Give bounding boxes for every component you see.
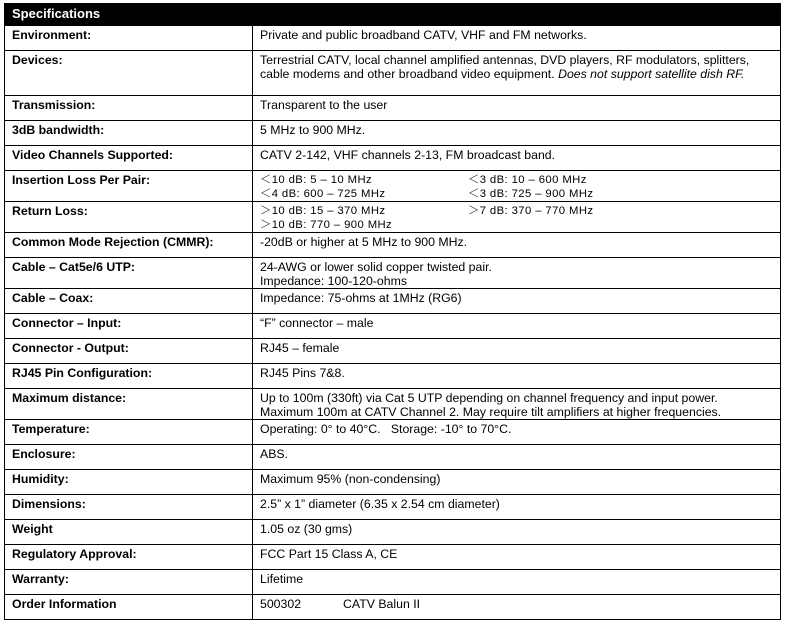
- table-row: [5, 258, 781, 289]
- specifications-table: [4, 3, 781, 620]
- table-row: [5, 171, 781, 202]
- spec-subvalue: ＜3 dB: 725 – 900 MHz: [468, 188, 594, 200]
- spec-label: Connector – Input:: [5, 314, 253, 339]
- spec-label: Common Mode Rejection (CMMR):: [5, 233, 253, 258]
- table-row: [5, 26, 781, 51]
- spec-value: 5 MHz to 900 MHz.: [253, 121, 781, 146]
- table-row: [5, 595, 781, 620]
- spec-value: 2.5” x 1” diameter (6.35 x 2.54 cm diameter): [253, 495, 781, 520]
- spec-value: Impedance: 75-ohms at 1MHz (RG6): [253, 289, 781, 314]
- table-row: [5, 233, 781, 258]
- spec-value: 1.05 oz (30 gms): [253, 520, 781, 545]
- spec-label: Warranty:: [5, 570, 253, 595]
- spec-label: Maximum distance:: [5, 389, 253, 420]
- spec-label: Temperature:: [5, 420, 253, 445]
- spec-label: 3dB bandwidth:: [5, 121, 253, 146]
- table-row: [5, 545, 781, 570]
- spec-value: Maximum 95% (non-condensing): [253, 470, 781, 495]
- table-row: [5, 445, 781, 470]
- spec-value: [253, 258, 781, 289]
- spec-subvalue: ＞10 dB: 770 – 900 MHz: [260, 219, 393, 231]
- spec-label: Dimensions:: [5, 495, 253, 520]
- table-row: [5, 520, 781, 545]
- spec-value: “F” connector – male: [253, 314, 781, 339]
- spec-label: Regulatory Approval:: [5, 545, 253, 570]
- spec-value: RJ45 Pins 7&8.: [253, 364, 781, 389]
- spec-value: [253, 389, 781, 420]
- spec-value: [253, 595, 781, 620]
- spec-subvalue: ＞10 dB: 15 – 370 MHz: [260, 205, 386, 217]
- spec-subvalue: ＜4 dB: 600 – 725 MHz: [260, 188, 386, 200]
- spec-subvalue: ＜10 dB: 5 – 10 MHz: [260, 174, 373, 186]
- spec-value: FCC Part 15 Class A, CE: [253, 545, 781, 570]
- spec-value: ABS.: [253, 445, 781, 470]
- spec-value: [253, 171, 781, 202]
- spec-label: Insertion Loss Per Pair:: [5, 171, 253, 202]
- spec-label: Cable – Coax:: [5, 289, 253, 314]
- spec-label: Environment:: [5, 26, 253, 51]
- spec-label: Weight: [5, 520, 253, 545]
- order-number: 500302: [260, 597, 302, 611]
- spec-value: Private and public broadband CATV, VHF and FM networks.: [253, 26, 781, 51]
- table-row: [5, 470, 781, 495]
- spec-subvalue: [468, 218, 773, 232]
- table-row: [5, 146, 781, 171]
- product-name: CATV Balun II: [343, 597, 421, 611]
- table-row: [5, 339, 781, 364]
- table-row: [5, 314, 781, 339]
- table-row: [5, 96, 781, 121]
- spec-subvalue: ＞7 dB: 370 – 770 MHz: [468, 205, 594, 217]
- spec-subvalue: ＜3 dB: 10 – 600 MHz: [468, 174, 587, 186]
- table-row: [5, 570, 781, 595]
- table-row: [5, 51, 781, 96]
- spec-label: Connector - Output:: [5, 339, 253, 364]
- table-row: [5, 495, 781, 520]
- table-row: [5, 389, 781, 420]
- spec-line: Maximum 100m at CATV Channel 2. May require tilt amplifiers at higher frequencies.: [260, 405, 722, 419]
- spec-note: Does not support satellite dish RF.: [558, 67, 745, 81]
- spec-label: Enclosure:: [5, 445, 253, 470]
- table-row: [5, 202, 781, 233]
- spec-label: Humidity:: [5, 470, 253, 495]
- spec-value: [253, 202, 781, 233]
- spec-value: Lifetime: [253, 570, 781, 595]
- spec-line: Impedance: 100-120-ohms: [260, 274, 407, 288]
- spec-label: Transmission:: [5, 96, 253, 121]
- spec-value: RJ45 – female: [253, 339, 781, 364]
- spec-line: 24-AWG or lower solid copper twisted pair.: [260, 260, 492, 274]
- table-row: [5, 364, 781, 389]
- spec-line: Up to 100m (330ft) via Cat 5 UTP depending on channel frequency and input power.: [260, 391, 718, 405]
- table-row: [5, 420, 781, 445]
- spec-label: Order Information: [5, 595, 253, 620]
- table-row: [5, 289, 781, 314]
- spec-label: Cable – Cat5e/6 UTP:: [5, 258, 253, 289]
- table-title: Specifications: [5, 4, 781, 26]
- spec-value-text: Terrestrial CATV, local channel amplified antennas, DVD players, RF modulators, splitters, cable modems and other broadband video equipment.: [260, 53, 750, 81]
- spec-label: Return Loss:: [5, 202, 253, 233]
- spec-label: RJ45 Pin Configuration:: [5, 364, 253, 389]
- spec-value: -20dB or higher at 5 MHz to 900 MHz.: [253, 233, 781, 258]
- spec-value: CATV 2-142, VHF channels 2-13, FM broadcast band.: [253, 146, 781, 171]
- spec-value: [253, 51, 781, 96]
- table-row: [5, 121, 781, 146]
- spec-label: Devices:: [5, 51, 253, 96]
- spec-value: Transparent to the user: [253, 96, 781, 121]
- spec-value: Operating: 0° to 40°C. Storage: -10° to 70°C.: [253, 420, 781, 445]
- spec-label: Video Channels Supported:: [5, 146, 253, 171]
